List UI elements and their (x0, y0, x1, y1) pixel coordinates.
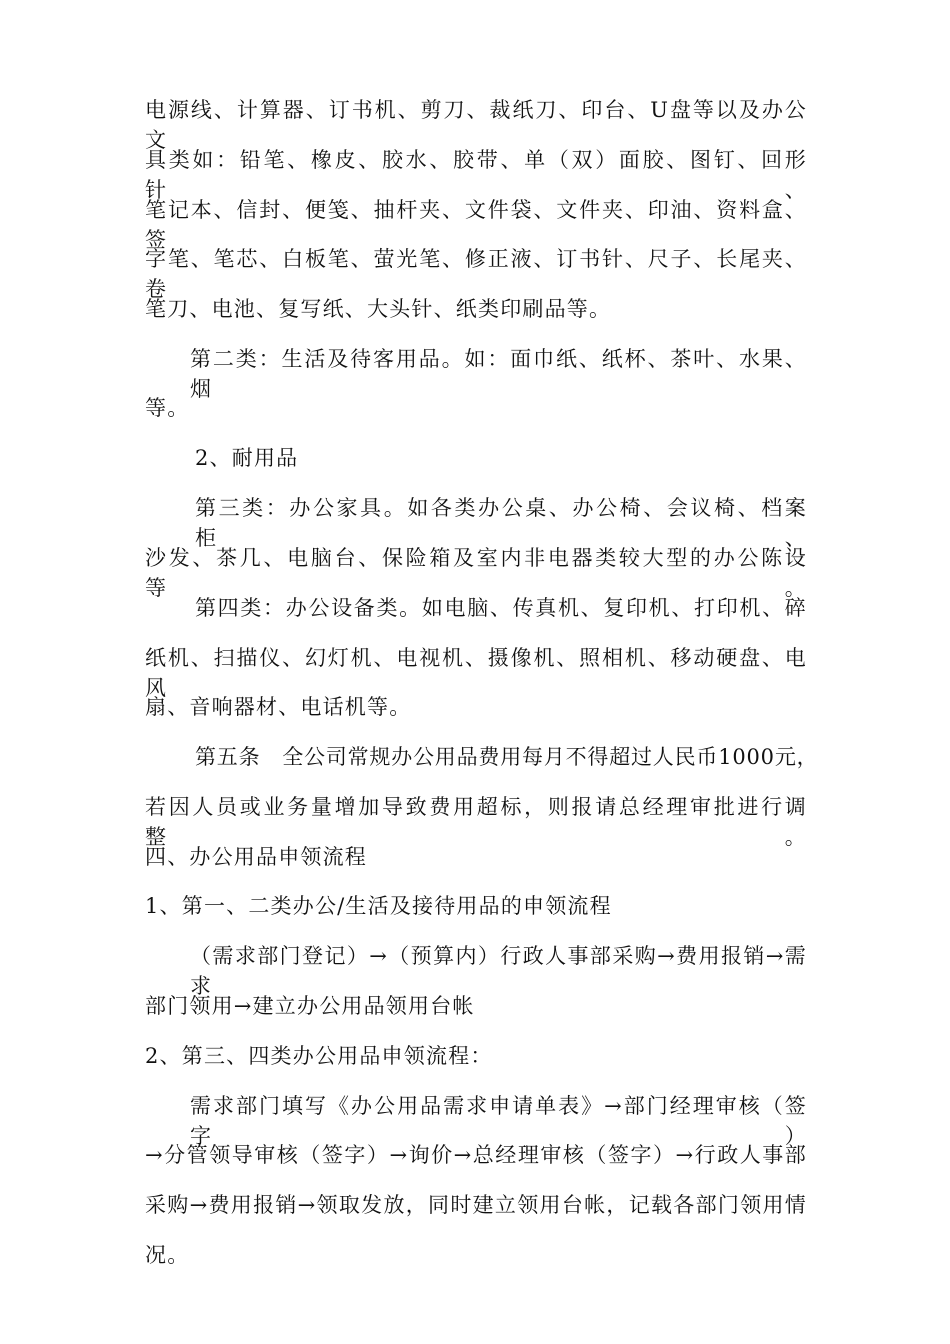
body-text-line: 笔记本、信封、便笺、抽杆夹、文件袋、文件夹、印油、资料盒、签 (145, 198, 807, 252)
body-text-line: 纸机、扫描仪、幻灯机、电视机、摄像机、照相机、移动硬盘、电风 (145, 646, 807, 700)
body-text-line: 电源线、计算器、订书机、剪刀、裁纸刀、印台、U盘等以及办公文 (145, 98, 807, 152)
body-text-line: 笔刀、电池、复写纸、大头针、纸类印刷品等。 (145, 297, 612, 321)
paragraph-line: 第四类：办公设备类。如电脑、传真机、复印机、打印机、碎 (195, 596, 807, 620)
flow-line: 况。 (145, 1243, 190, 1267)
body-text-line: 扇、音响器材、电话机等。 (145, 695, 412, 719)
subsection-heading: 1、第一、二类办公/生活及接待用品的申领流程 (145, 894, 612, 918)
section-heading: 2、耐用品 (195, 446, 299, 470)
flow-line: 部门领用→建立办公用品领用台帐 (145, 994, 475, 1018)
paragraph-line: 第三类：办公家具。如各类办公桌、办公椅、会议椅、档案柜、 (195, 496, 807, 550)
article-line: 第五条 全公司常规办公用品费用每月不得超过人民币1000元， (195, 745, 819, 769)
flow-line: →分管领导审核（签字）→询价→总经理审核（签字）→行政人事部 (145, 1143, 807, 1167)
body-text-line: 沙发、茶几、电脑台、保险箱及室内非电器类较大型的办公陈设等。 (145, 546, 807, 600)
flow-line: 采购→费用报销→领取发放，同时建立领用台帐，记载各部门领用情 (145, 1193, 807, 1217)
body-text-line: 若因人员或业务量增加导致费用超标，则报请总经理审批进行调整。 (145, 795, 807, 849)
body-text-line: 等。 (145, 396, 190, 420)
flow-line: （需求部门登记）→（预算内）行政人事部采购→费用报销→需求 (190, 944, 807, 998)
body-text-line: 字笔、笔芯、白板笔、萤光笔、修正液、订书针、尺子、长尾夹、卷 (145, 247, 807, 301)
subsection-heading: 2、第三、四类办公用品申领流程： (145, 1044, 493, 1068)
body-text-line: 具类如：铅笔、橡皮、胶水、胶带、单（双）面胶、图钉、回形针、 (145, 148, 807, 202)
section-heading: 四、办公用品申领流程 (145, 845, 367, 869)
flow-line: 需求部门填写《办公用品需求申请单表》→部门经理审核（签字） (190, 1094, 807, 1148)
paragraph-line: 第二类：生活及待客用品。如：面巾纸、纸杯、茶叶、水果、烟 (190, 347, 807, 401)
